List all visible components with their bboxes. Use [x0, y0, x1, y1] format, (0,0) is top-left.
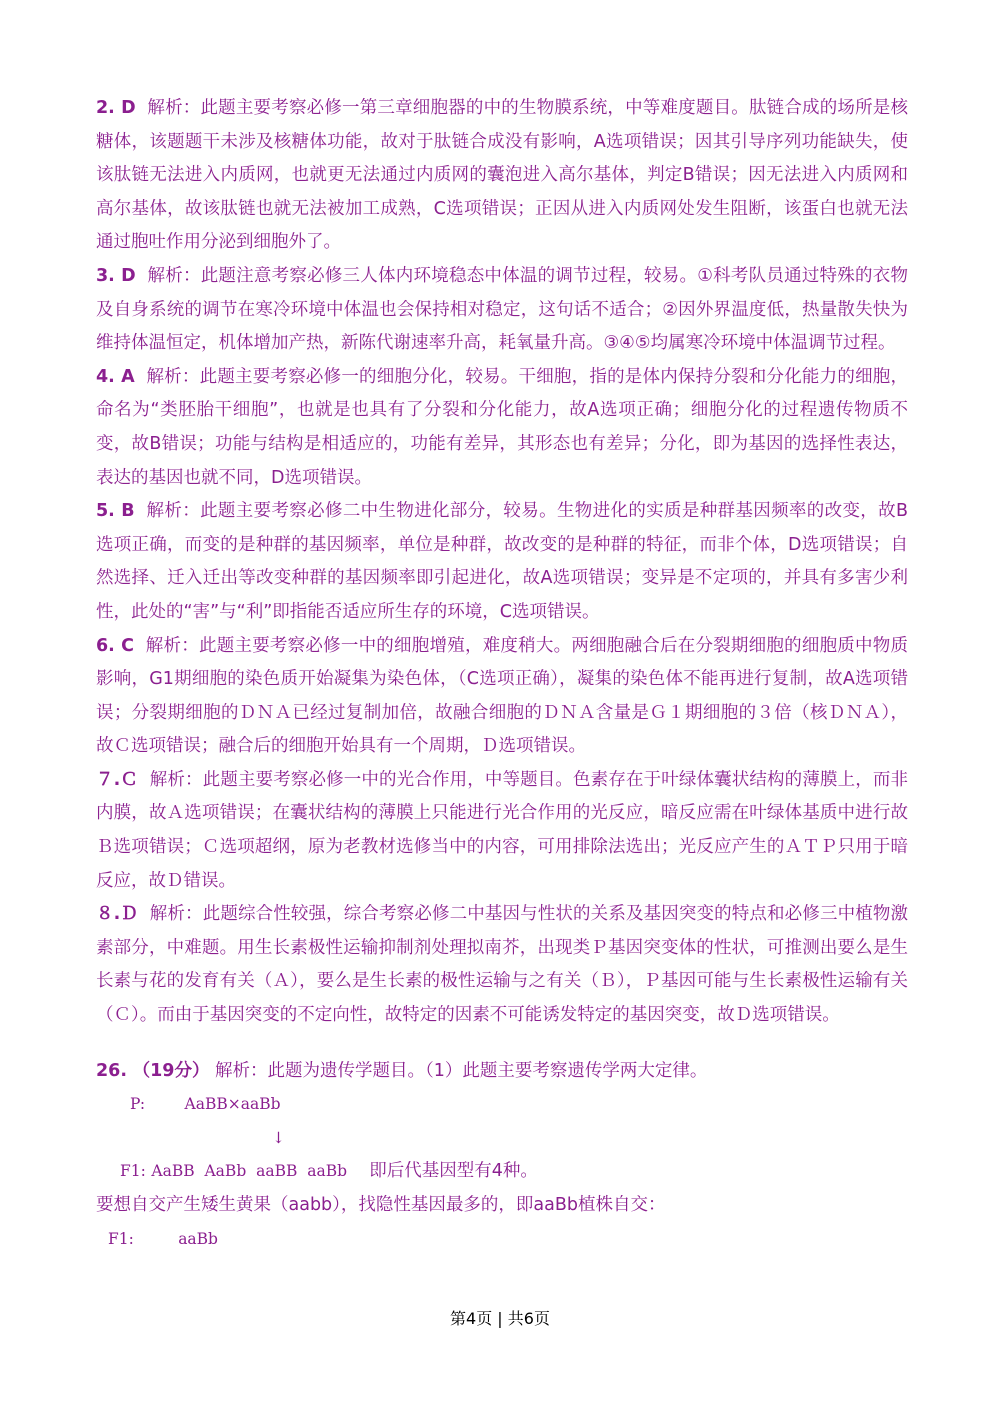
answer-number: 6. C [96, 635, 134, 656]
answer-number: ８.Ｄ [96, 904, 139, 925]
parent-cross-line [96, 1088, 908, 1122]
answer-content [96, 92, 908, 1256]
answer-text: 此题综合性较强，综合考察必修二中基因与性状的关系及基因突变的特点和必修三中植物激素部分，中难题。用生长素极性运输抑制剂处理拟南芥，出现类Ｐ基因突变体的性状，可推测出要么是生长素与花的发育有关（Ａ），要么是生长素的极性运输与之有关（Ｂ），Ｐ基因可能与生长素极性运输有关（Ｃ）。而由于基因突变的不定向性，故特定的因素不可能诱发特定的基因突变，故Ｄ选项错误。 [96, 904, 908, 1026]
answer-text: 此题主要考察必修一中的光合作用，中等题目。色素存在于叶绿体囊状结构的薄膜上，而非内膜，故Ａ选项错误；在囊状结构的薄膜上只能进行光合作用的光反应，暗反应需在叶绿体基质中进行故Ｂ选项错误；Ｃ选项超纲，原为老教材选修当中的内容，可用排除法选出；光反应产生的ＡＴＰ只用于暗反应，故Ｄ错误。 [96, 769, 908, 891]
parent-cross: AaBB×aaBb [184, 1095, 281, 1114]
question-score: （19分） [132, 1060, 210, 1081]
answer-label: 解析： [147, 98, 201, 118]
selfing-text: 要想自交产生矮生黄果（aabb），找隐性基因最多的，即aaBb植株自交： [96, 1195, 666, 1215]
spacer [96, 1033, 908, 1055]
answer-text: 此题主要考察必修二中生物进化部分，较易。生物进化的实质是种群基因频率的改变，故B选项正确，而变的是种群的基因频率，单位是种群，故改变的是种群的特征，而非个体，D选项错误；自然选择、迁入迁出等改变种群的基因频率即引起进化，故A选项错误；变异是不定项的，并具有多害少利性，此处的“害”与“利”即指能否适应所生存的环境，C选项错误。 [96, 501, 909, 622]
answer-number: ７.Ｃ [96, 769, 139, 790]
question-intro: 解析：此题为遗传学题目。（1）此题主要考察遗传学两大定律。 [215, 1060, 708, 1081]
answer-label: 解析： [149, 904, 203, 925]
answer-item [96, 260, 908, 361]
answer-number: 2. D [96, 98, 136, 118]
answer-text: 此题主要考察必修一的细胞分化，较易。干细胞，指的是体内保持分裂和分化能力的细胞，命名为“类胚胎干细胞”，也就是也具有了分裂和分化能力，故A选项正确；细胞分化的过程遗传物质不变，故B错误；功能与结构是相适应的，功能有差异，其形态也有差异；分化，即为基因的选择性表达，表达的基因也就不同，D选项错误。 [96, 366, 909, 488]
f1-label: F1: [120, 1162, 146, 1181]
answer-number: 5. B [96, 501, 135, 522]
f1-genotypes: AaBB AaBb aaBB aaBb [151, 1162, 348, 1181]
f1-genotypes-line [96, 1155, 908, 1189]
answer-number: 3. D [96, 265, 136, 286]
answer-label: 解析： [145, 635, 199, 656]
answer-item [96, 361, 908, 495]
answer-label: 解析： [146, 366, 200, 387]
f1-genotype-count: 即后代基因型有4种。 [369, 1161, 538, 1182]
answer-item [96, 630, 908, 764]
answer-item [96, 92, 908, 260]
cross-arrow: ↓ [272, 1128, 285, 1147]
answer-text: 此题主要考察必修一中的细胞增殖，难度稍大。两细胞融合后在分裂期细胞的细胞质中物质影响，G1期细胞的染色质开始凝集为染色体，（C选项正确），凝集的染色体不能再进行复制，故A选项错误；分裂期细胞的ＤＮＡ已经过复制加倍，故融合细胞的ＤＮＡ含量是Ｇ１期细胞的３倍（核ＤＮＡ），故Ｃ选项错误；融合后的细胞开始具有一个周期，Ｄ选项错误。 [96, 635, 908, 757]
answer-label: 解析： [149, 769, 203, 790]
f1-selfing-line [96, 1223, 908, 1257]
page-footer: 第4页 | 共6页 [450, 1309, 550, 1328]
question-26-heading [96, 1055, 908, 1089]
answer-item [96, 764, 908, 898]
answer-text: 此题注意考察必修三人体内环境稳态中体温的调节过程，较易。①科考队员通过特殊的衣物及自身系统的调节在寒冷环境中体温也会保持相对稳定，这句话不适合；②因外界温度低，热量散失快为维持体温恒定，机体增加产热，新陈代谢速率升高，耗氧量升高。③④⑤均属寒冷环境中体温调节过程。 [96, 265, 908, 354]
question-number: 26. [96, 1060, 128, 1081]
answer-label: 解析： [146, 501, 201, 522]
answer-label: 解析： [147, 265, 201, 286]
answer-item [96, 495, 908, 629]
answer-text: 此题主要考察必修一第三章细胞器的中的生物膜系统，中等难度题目。肽链合成的场所是核糖体，该题题干未涉及核糖体功能，故对于肽链合成没有影响，A选项错误；因其引导序列功能缺失，使该肽链无法进入内质网，也就更无法通过内质网的囊泡进入高尔基体，判定B错误；因无法进入内质网和高尔基体，故该肽链也就无法被加工成熟，C选项错误；正因从进入内质网处发生阻断，该蛋白也就无法通过胞吐作用分泌到细胞外了。 [96, 98, 908, 253]
answer-number: 4. A [96, 366, 135, 387]
parent-label: P: [130, 1095, 146, 1114]
f1-second-genotype: aaBb [178, 1229, 218, 1248]
f1-second-label: F1: [108, 1229, 134, 1248]
answer-item [96, 898, 908, 1032]
